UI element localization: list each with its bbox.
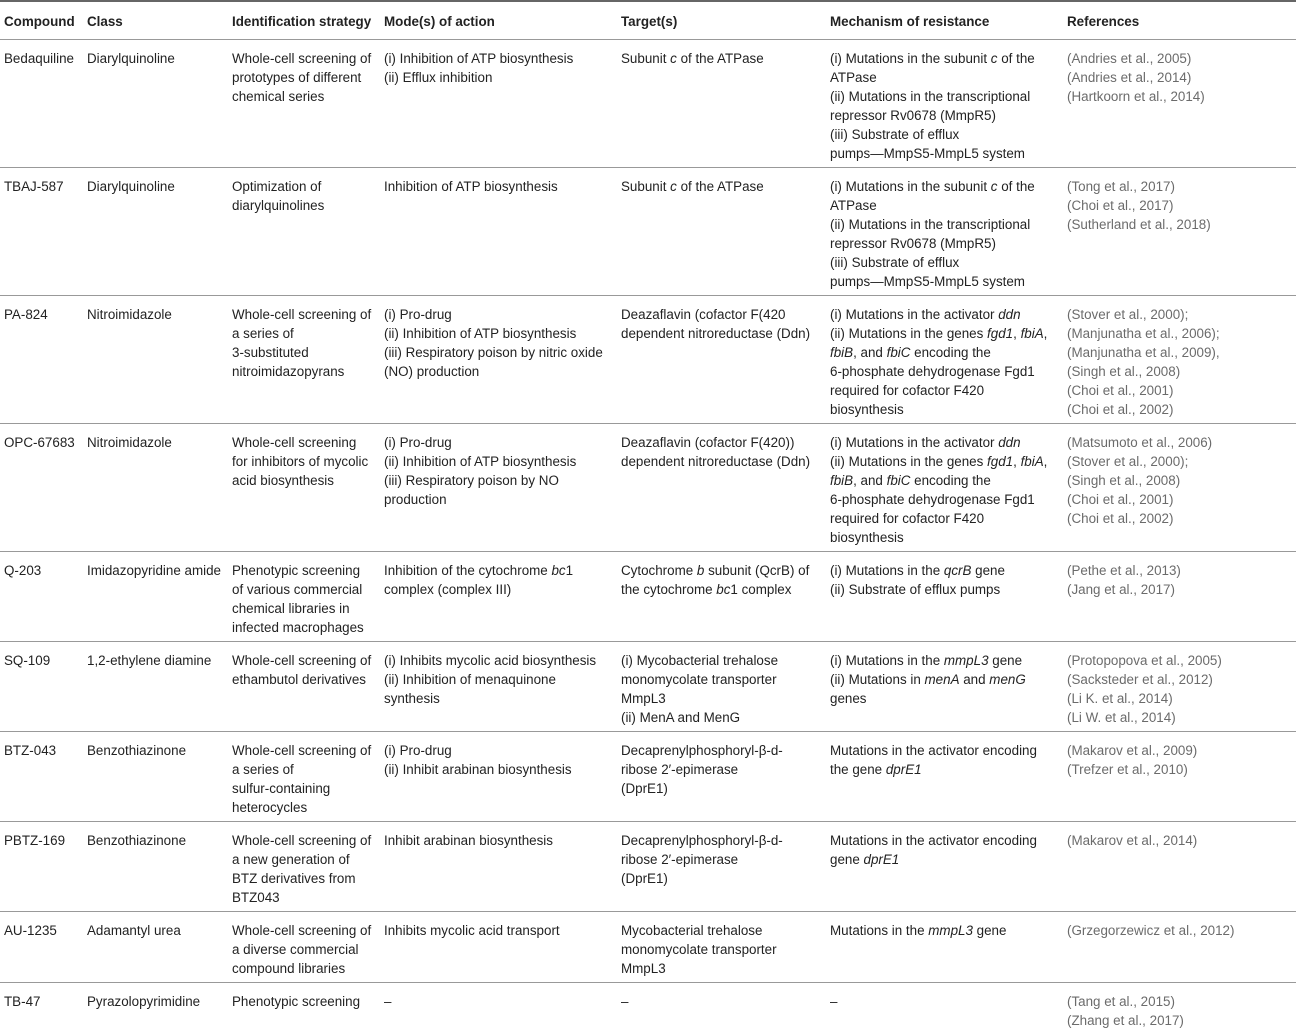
cell-identification-strategy: Whole-cell screening of a new generation of BTZ derivatives from BTZ043 [228, 822, 380, 912]
cell-identification-strategy: Whole-cell screening of a diverse commercial compound libraries [228, 912, 380, 983]
reference-link[interactable]: (Jang et al., 2017) [1067, 580, 1290, 599]
cell-target: (i) Mycobacterial trehalose monomycolate transporter MmpL3 (ii) MenA and MenG [617, 642, 826, 732]
reference-link[interactable]: (Matsumoto et al., 2006) [1067, 433, 1290, 452]
cell-mode-of-action: Inhibit arabinan biosynthesis [380, 822, 617, 912]
reference-link[interactable]: (Li W. et al., 2014) [1067, 708, 1290, 727]
cell-class: Benzothiazinone [83, 822, 228, 912]
cell-compound: TBAJ-587 [0, 168, 83, 296]
header-identification-strategy: Identification strategy [228, 1, 380, 40]
reference-link[interactable]: (Andries et al., 2005) [1067, 49, 1290, 68]
cell-mode-of-action: Inhibition of ATP biosynthesis [380, 168, 617, 296]
reference-link[interactable]: (Tong et al., 2017) [1067, 177, 1290, 196]
cell-mode-of-action: (i) Pro-drug (ii) Inhibition of ATP biosynthesis (iii) Respiratory poison by nitric oxide (NO) production [380, 296, 617, 424]
header-class: Class [83, 1, 228, 40]
cell-compound: AU-1235 [0, 912, 83, 983]
cell-mechanism-of-resistance: Mutations in the activator encoding gene dprE1 [826, 822, 1063, 912]
reference-link[interactable]: (Zhang et al., 2017) [1067, 1011, 1290, 1030]
cell-target: Decaprenylphosphoryl-β-d- ribose 2′-epimerase (DprE1) [617, 732, 826, 822]
cell-mode-of-action: (i) Inhibition of ATP biosynthesis (ii) Efflux inhibition [380, 40, 617, 168]
cell-class: Pyrazolopyrimidine [83, 983, 228, 1034]
cell-class: Imidazopyridine amide [83, 552, 228, 642]
reference-link[interactable]: (Makarov et al., 2014) [1067, 831, 1290, 850]
cell-target: Cytochrome b subunit (QcrB) of the cytochrome bc1 complex [617, 552, 826, 642]
cell-mechanism-of-resistance: (i) Mutations in the activator ddn (ii) Mutations in the genes fgd1, fbiA, fbiB, and fbiC encoding the 6-phosphate dehydrogenase Fgd1 required for cofactor F420 biosynthesis [826, 296, 1063, 424]
cell-references [1063, 822, 1296, 912]
cell-compound: TB-47 [0, 983, 83, 1034]
cell-identification-strategy: Phenotypic screening [228, 983, 380, 1034]
table-row [0, 732, 1296, 822]
reference-link[interactable]: (Andries et al., 2014) [1067, 68, 1290, 87]
reference-link[interactable]: (Tang et al., 2015) [1067, 992, 1290, 1011]
reference-link[interactable]: (Sacksteder et al., 2012) [1067, 670, 1290, 689]
cell-mode-of-action: Inhibition of the cytochrome bc1 complex (complex III) [380, 552, 617, 642]
cell-compound: Q-203 [0, 552, 83, 642]
header-targets: Target(s) [617, 1, 826, 40]
cell-references [1063, 552, 1296, 642]
cell-compound: PBTZ-169 [0, 822, 83, 912]
table-body [0, 40, 1296, 1034]
table-row [0, 424, 1296, 552]
cell-mechanism-of-resistance: (i) Mutations in the mmpL3 gene (ii) Mutations in menA and menG genes [826, 642, 1063, 732]
cell-mechanism-of-resistance: (i) Mutations in the subunit c of the ATPase (ii) Mutations in the transcriptional repressor Rv0678 (MmpR5) (iii) Substrate of efflux pumps—MmpS5-MmpL5 system [826, 168, 1063, 296]
cell-compound: OPC-67683 [0, 424, 83, 552]
reference-link[interactable]: (Manjunatha et al., 2006); [1067, 324, 1290, 343]
reference-link[interactable]: (Singh et al., 2008) [1067, 362, 1290, 381]
cell-compound: Bedaquiline [0, 40, 83, 168]
reference-link[interactable]: (Makarov et al., 2009) [1067, 741, 1290, 760]
reference-link[interactable]: (Grzegorzewicz et al., 2012) [1067, 921, 1290, 940]
cell-identification-strategy: Whole-cell screening of ethambutol derivatives [228, 642, 380, 732]
cell-class: Benzothiazinone [83, 732, 228, 822]
reference-link[interactable]: (Choi et al., 2001) [1067, 490, 1290, 509]
reference-link[interactable]: (Manjunatha et al., 2009), [1067, 343, 1290, 362]
table-row [0, 296, 1296, 424]
cell-target: Subunit c of the ATPase [617, 168, 826, 296]
reference-link[interactable]: (Stover et al., 2000); [1067, 452, 1290, 471]
reference-link[interactable]: (Li K. et al., 2014) [1067, 689, 1290, 708]
reference-link[interactable]: (Hartkoorn et al., 2014) [1067, 87, 1290, 106]
reference-link[interactable]: (Pethe et al., 2013) [1067, 561, 1290, 580]
header-mechanism-of-resistance: Mechanism of resistance [826, 1, 1063, 40]
cell-mode-of-action: – [380, 983, 617, 1034]
table-row [0, 912, 1296, 983]
cell-identification-strategy: Whole-cell screening of prototypes of different chemical series [228, 40, 380, 168]
cell-references [1063, 912, 1296, 983]
table-row [0, 168, 1296, 296]
header-modes-of-action: Mode(s) of action [380, 1, 617, 40]
reference-link[interactable]: (Sutherland et al., 2018) [1067, 215, 1290, 234]
cell-references [1063, 732, 1296, 822]
table-row [0, 822, 1296, 912]
cell-mechanism-of-resistance: (i) Mutations in the activator ddn (ii) Mutations in the genes fgd1, fbiA, fbiB, and fbiC encoding the 6-phosphate dehydrogenase Fgd1 required for cofactor F420 biosynthesis [826, 424, 1063, 552]
cell-identification-strategy: Whole-cell screening for inhibitors of mycolic acid biosynthesis [228, 424, 380, 552]
cell-identification-strategy: Phenotypic screening of various commercial chemical libraries in infected macrophages [228, 552, 380, 642]
table-row [0, 642, 1296, 732]
cell-class: Diarylquinoline [83, 168, 228, 296]
header-compound: Compound [0, 1, 83, 40]
cell-target: Mycobacterial trehalose monomycolate transporter MmpL3 [617, 912, 826, 983]
cell-mechanism-of-resistance: – [826, 983, 1063, 1034]
cell-mode-of-action: Inhibits mycolic acid transport [380, 912, 617, 983]
cell-identification-strategy: Whole-cell screening of a series of 3-substituted nitroimidazopyrans [228, 296, 380, 424]
table-header-row [0, 1, 1296, 40]
header-references: References [1063, 1, 1296, 40]
cell-compound: BTZ-043 [0, 732, 83, 822]
cell-class: Nitroimidazole [83, 296, 228, 424]
cell-mode-of-action: (i) Inhibits mycolic acid biosynthesis (ii) Inhibition of menaquinone synthesis [380, 642, 617, 732]
cell-references [1063, 168, 1296, 296]
reference-link[interactable]: (Stover et al., 2000); [1067, 305, 1290, 324]
cell-mechanism-of-resistance: (i) Mutations in the qcrB gene (ii) Substrate of efflux pumps [826, 552, 1063, 642]
cell-class: 1,2-ethylene diamine [83, 642, 228, 732]
cell-identification-strategy: Optimization of diarylquinolines [228, 168, 380, 296]
reference-link[interactable]: (Choi et al., 2002) [1067, 400, 1290, 419]
cell-references [1063, 40, 1296, 168]
cell-mechanism-of-resistance: (i) Mutations in the subunit c of the ATPase (ii) Mutations in the transcriptional repressor Rv0678 (MmpR5) (iii) Substrate of efflux pumps—MmpS5-MmpL5 system [826, 40, 1063, 168]
table-row [0, 983, 1296, 1034]
reference-link[interactable]: (Trefzer et al., 2010) [1067, 760, 1290, 779]
cell-references [1063, 642, 1296, 732]
cell-references [1063, 296, 1296, 424]
cell-class: Nitroimidazole [83, 424, 228, 552]
reference-link[interactable]: (Choi et al., 2002) [1067, 509, 1290, 528]
reference-link[interactable]: (Singh et al., 2008) [1067, 471, 1290, 490]
table-row [0, 40, 1296, 168]
cell-target: Decaprenylphosphoryl-β-d- ribose 2′-epimerase (DprE1) [617, 822, 826, 912]
cell-target: – [617, 983, 826, 1034]
cell-compound: SQ-109 [0, 642, 83, 732]
cell-references [1063, 983, 1296, 1034]
cell-identification-strategy: Whole-cell screening of a series of sulfur-containing heterocycles [228, 732, 380, 822]
cell-mechanism-of-resistance: Mutations in the activator encoding the gene dprE1 [826, 732, 1063, 822]
cell-class: Diarylquinoline [83, 40, 228, 168]
reference-link[interactable]: (Choi et al., 2017) [1067, 196, 1290, 215]
table-row [0, 552, 1296, 642]
cell-references [1063, 424, 1296, 552]
cell-class: Adamantyl urea [83, 912, 228, 983]
cell-compound: PA-824 [0, 296, 83, 424]
cell-mode-of-action: (i) Pro-drug (ii) Inhibition of ATP biosynthesis (iii) Respiratory poison by NO production [380, 424, 617, 552]
cell-mechanism-of-resistance: Mutations in the mmpL3 gene [826, 912, 1063, 983]
reference-link[interactable]: (Choi et al., 2001) [1067, 381, 1290, 400]
cell-target: Subunit c of the ATPase [617, 40, 826, 168]
cell-target: Deazaflavin (cofactor F(420 dependent nitroreductase (Ddn) [617, 296, 826, 424]
cell-mode-of-action: (i) Pro-drug (ii) Inhibit arabinan biosynthesis [380, 732, 617, 822]
reference-link[interactable]: (Protopopova et al., 2005) [1067, 651, 1290, 670]
cell-target: Deazaflavin (cofactor F(420)) dependent nitroreductase (Ddn) [617, 424, 826, 552]
